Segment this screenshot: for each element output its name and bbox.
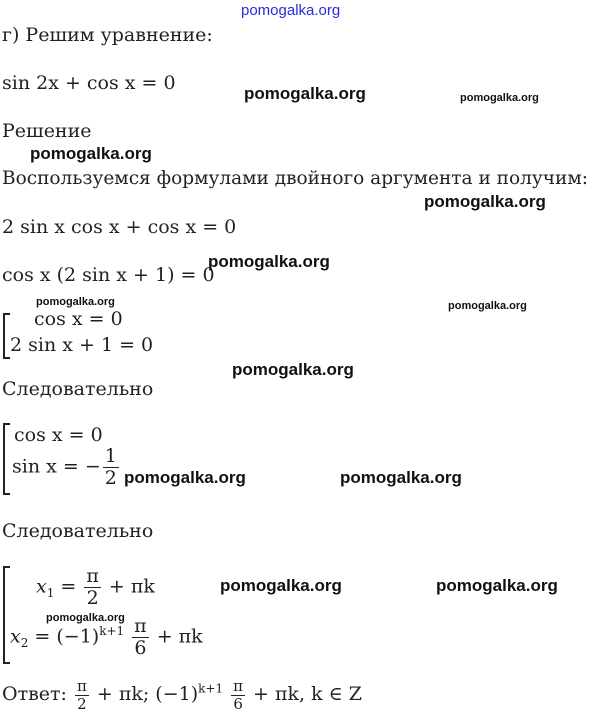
watermark: pomogalka.org [30, 144, 152, 163]
problem-heading: г) Решим уравнение: [2, 24, 213, 46]
var-x: x [10, 625, 21, 648]
fraction [84, 566, 101, 609]
watermark: pomogalka.org [448, 300, 527, 312]
eq: = (−1) [28, 625, 100, 648]
fraction-num: π [233, 677, 244, 695]
system1-line2: 2 sin x + 1 = 0 [10, 334, 154, 356]
watermark: pomogalka.org [220, 576, 342, 595]
fraction [103, 446, 119, 489]
step-2: cos x (2 sin x + 1) = 0 [2, 264, 215, 286]
system2-line2 [12, 446, 121, 489]
watermark: pomogalka.org [244, 84, 366, 103]
system1-line1: cos x = 0 [34, 308, 123, 330]
watermark: pomogalka.org [424, 192, 546, 211]
watermark: pomogalka.org [208, 252, 330, 271]
intro-text: Воспользуемся формулами двойного аргумента и получим: [2, 168, 588, 189]
answer-part2: + πk, k ∈ Z [247, 683, 362, 705]
step-1: 2 sin x cos x + cos x = 0 [2, 216, 237, 238]
fraction-den: 6 [233, 694, 243, 713]
answer-line [2, 678, 362, 712]
eq: = [54, 575, 83, 598]
fraction-num: π [77, 677, 87, 695]
watermark: pomogalka.org [124, 468, 246, 487]
fraction-den: 2 [86, 586, 99, 609]
therefore-2: Следовательно [2, 520, 154, 542]
watermark: pomogalka.org [436, 576, 558, 595]
system-bracket [3, 423, 10, 495]
system3-line1 [36, 566, 155, 609]
fraction [75, 678, 89, 712]
fraction-num: π [134, 615, 147, 637]
subscript: 1 [46, 586, 55, 601]
var-x: x [36, 575, 47, 598]
system-bracket [3, 313, 10, 359]
fraction-den: 6 [134, 636, 147, 659]
watermark: pomogalka.org [232, 360, 354, 379]
rhs: + πk [150, 625, 203, 648]
watermark: pomogalka.org [460, 92, 539, 104]
answer-part1: + πk; (−1) [90, 683, 199, 705]
fraction [231, 678, 245, 712]
therefore-1: Следовательно [2, 378, 154, 400]
system2-line1: cos x = 0 [14, 424, 103, 446]
system3-line2 [10, 616, 203, 659]
superscript: k+1 [99, 624, 125, 639]
watermark: pomogalka.org [36, 296, 115, 308]
fraction-num: 1 [104, 445, 117, 467]
system-bracket [3, 566, 10, 664]
watermark: pomogalka.org [46, 612, 125, 624]
fraction-num: π [86, 565, 99, 587]
superscript: k+1 [198, 681, 224, 696]
subscript: 2 [20, 636, 29, 651]
solution-label: Решение [2, 120, 92, 142]
system2-line2-lhs: sin x = − [12, 455, 101, 478]
watermark: pomogalka.org [340, 468, 462, 487]
answer-label: Ответ: [2, 683, 67, 705]
given-equation: sin 2x + cos x = 0 [2, 72, 176, 94]
watermark-top: pomogalka.org [241, 2, 341, 19]
rhs: + πk [102, 575, 155, 598]
fraction-den: 2 [77, 694, 87, 713]
fraction-den: 2 [104, 466, 117, 489]
fraction [132, 616, 149, 659]
